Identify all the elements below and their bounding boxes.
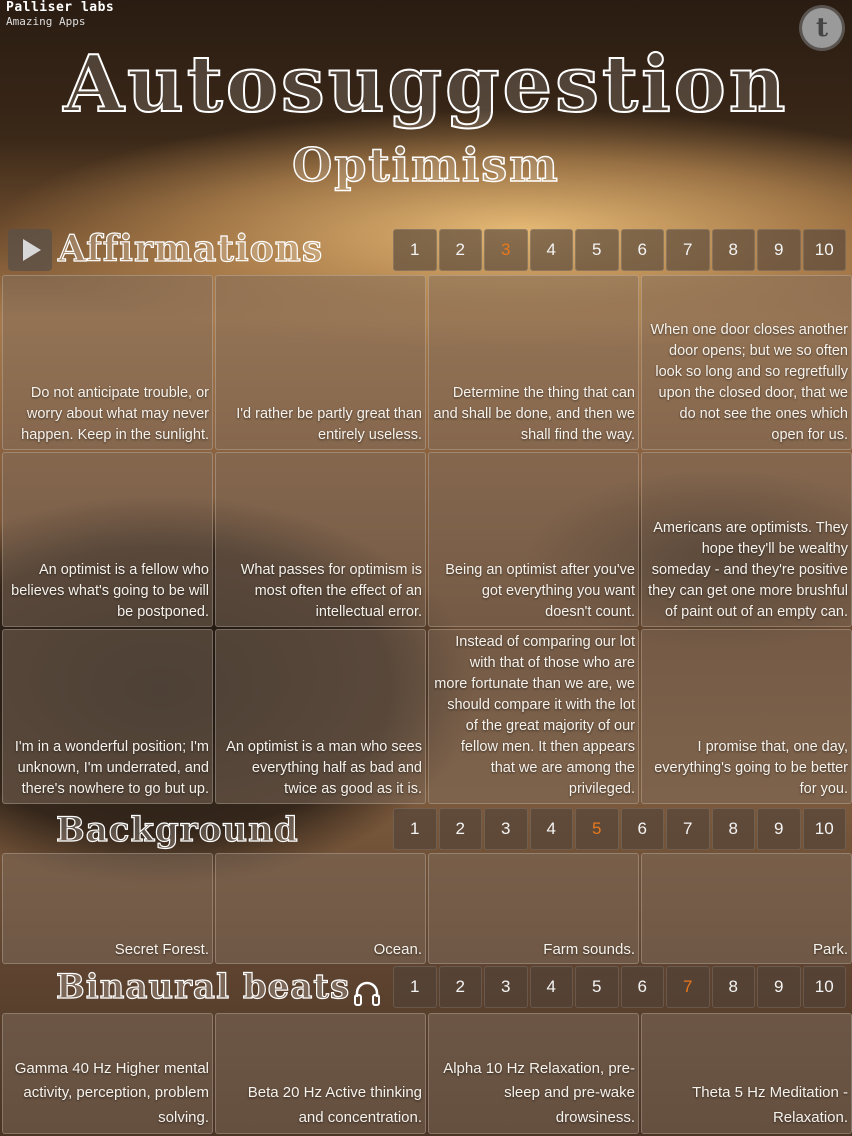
affirmation-tile-text: What passes for optimism is most often the effect of an intellectual error. xyxy=(240,562,422,620)
affirmation-tile-text: Determine the thing that can and shall be done, and then we shall find the way. xyxy=(433,385,635,443)
affirmations-number-button-6[interactable]: 6 xyxy=(621,229,665,271)
affirmation-tile-text: Instead of comparing our lot with that of those who are more fortunate than we are, we should compare it with the lot of the great majority of our fellow men. It then appears that we are among the privileged. xyxy=(434,634,635,797)
binaural-number-button-9[interactable]: 9 xyxy=(757,966,801,1008)
affirmations-number-button-7[interactable]: 7 xyxy=(666,229,710,271)
affirmation-tile-1[interactable] xyxy=(2,275,213,450)
binaural-number-selector xyxy=(393,966,846,1008)
play-icon xyxy=(23,239,41,261)
affirmation-tile-text: Do not anticipate trouble, or worry about what may never happen. Keep in the sunlight. xyxy=(21,385,209,443)
affirmations-grid xyxy=(2,275,852,804)
binaural-number-button-4[interactable]: 4 xyxy=(530,966,574,1008)
affirmation-tile-text: When one door closes another door opens; but we so often look so long and so regretfully upon the closed door, that we do not see the ones which open for us. xyxy=(650,322,848,443)
background-number-button-4[interactable]: 4 xyxy=(530,808,574,850)
background-tile-text: Park. xyxy=(812,941,848,958)
affirmation-tile-text: I promise that, one day, everything's going to be better for you. xyxy=(654,739,848,797)
background-number-selector xyxy=(393,808,846,850)
affirmation-tile-text: Americans are optimists. They hope they'll be wealthy someday - and they're positive they can get one more brushful of paint out of an empty can. xyxy=(648,520,848,620)
affirmations-number-button-9[interactable]: 9 xyxy=(757,229,801,271)
binaural-tile-text: Theta 5 Hz Meditation - Relaxation. xyxy=(692,1084,848,1126)
affirmations-number-selector xyxy=(393,229,846,271)
binaural-tile-text: Alpha 10 Hz Relaxation, pre-sleep and pre-wake drowsiness. xyxy=(443,1059,635,1126)
binaural-number-button-10[interactable]: 10 xyxy=(803,966,847,1008)
binaural-number-button-3[interactable]: 3 xyxy=(484,966,528,1008)
binaural-number-button-1[interactable]: 1 xyxy=(393,966,437,1008)
background-number-button-3[interactable]: 3 xyxy=(484,808,528,850)
affirmation-tile-9[interactable] xyxy=(2,629,213,804)
affirmation-tile-text: I'd rather be partly great than entirely useless. xyxy=(236,406,422,443)
background-tile-1[interactable] xyxy=(2,853,213,964)
binaural-grid xyxy=(2,1013,852,1134)
binaural-number-button-8[interactable]: 8 xyxy=(712,966,756,1008)
company-tagline: Amazing Apps xyxy=(6,15,86,28)
affirmation-tile-6[interactable] xyxy=(215,452,426,627)
background-tile-2[interactable] xyxy=(215,853,426,964)
background-tile-4[interactable] xyxy=(641,853,852,964)
affirmations-number-button-10[interactable]: 10 xyxy=(803,229,847,271)
affirmation-tile-10[interactable] xyxy=(215,629,426,804)
binaural-tile-4[interactable] xyxy=(641,1013,852,1134)
binaural-label xyxy=(56,964,382,1010)
affirmations-label: Affirmations xyxy=(58,228,324,270)
background-number-button-7[interactable]: 7 xyxy=(666,808,710,850)
binaural-number-button-5[interactable]: 5 xyxy=(575,966,619,1008)
background-tile-text: Secret Forest. xyxy=(114,941,209,958)
binaural-number-button-2[interactable]: 2 xyxy=(439,966,483,1008)
affirmation-tile-12[interactable] xyxy=(641,629,852,804)
background-tile-3[interactable] xyxy=(428,853,639,964)
affirmation-tile-text: An optimist is a fellow who believes what's going to be will be postponed. xyxy=(11,562,209,620)
affirmation-tile-7[interactable] xyxy=(428,452,639,627)
affirmation-tile-text: I'm in a wonderful position; I'm unknown, I'm underrated, and there's nowhere to go but up. xyxy=(14,739,209,797)
affirmations-number-button-5[interactable]: 5 xyxy=(575,229,619,271)
background-tile-text: Ocean. xyxy=(373,941,422,958)
affirmations-number-button-4[interactable]: 4 xyxy=(530,229,574,271)
background-number-button-1[interactable]: 1 xyxy=(393,808,437,850)
app-title: Autosuggestion xyxy=(63,39,789,130)
background-label: Background xyxy=(56,810,299,850)
binaural-tile-text: Gamma 40 Hz Higher mental activity, perception, problem solving. xyxy=(14,1059,209,1126)
affirmation-tile-text: Being an optimist after you've got everything you want doesn't count. xyxy=(445,562,635,620)
binaural-tile-text: Beta 20 Hz Active thinking and concentration. xyxy=(247,1084,422,1126)
affirmation-tile-8[interactable] xyxy=(641,452,852,627)
background-tile-text: Farm sounds. xyxy=(543,941,635,958)
affirmation-tile-3[interactable] xyxy=(428,275,639,450)
affirmations-number-button-3[interactable]: 3 xyxy=(484,229,528,271)
background-number-button-10[interactable]: 10 xyxy=(803,808,847,850)
background-number-button-8[interactable]: 8 xyxy=(712,808,756,850)
binaural-tile-1[interactable] xyxy=(2,1013,213,1134)
background-number-button-9[interactable]: 9 xyxy=(757,808,801,850)
binaural-tile-2[interactable] xyxy=(215,1013,426,1134)
affirmations-number-button-2[interactable]: 2 xyxy=(439,229,483,271)
affirmation-tile-5[interactable] xyxy=(2,452,213,627)
binaural-tile-3[interactable] xyxy=(428,1013,639,1134)
affirmations-number-button-8[interactable]: 8 xyxy=(712,229,756,271)
affirmations-number-button-1[interactable]: 1 xyxy=(393,229,437,271)
background-number-button-5[interactable]: 5 xyxy=(575,808,619,850)
background-grid xyxy=(2,853,852,964)
headphones-icon xyxy=(352,974,382,1004)
background-number-button-2[interactable]: 2 xyxy=(439,808,483,850)
twitter-glyph: t xyxy=(815,13,828,43)
play-button[interactable] xyxy=(8,229,52,271)
brand xyxy=(6,0,114,29)
app-subtitle: Optimism xyxy=(292,138,560,192)
affirmation-tile-2[interactable] xyxy=(215,275,426,450)
affirmation-tile-11[interactable] xyxy=(428,629,639,804)
binaural-number-button-6[interactable]: 6 xyxy=(621,966,665,1008)
affirmation-tile-4[interactable] xyxy=(641,275,852,450)
background-number-button-6[interactable]: 6 xyxy=(621,808,665,850)
binaural-label-text: Binaural beats xyxy=(56,967,351,1007)
company-name: Palliser labs xyxy=(6,0,115,15)
affirmation-tile-text: An optimist is a man who sees everything half as bad and twice as good as it is. xyxy=(226,739,422,797)
binaural-number-button-7[interactable]: 7 xyxy=(666,966,710,1008)
